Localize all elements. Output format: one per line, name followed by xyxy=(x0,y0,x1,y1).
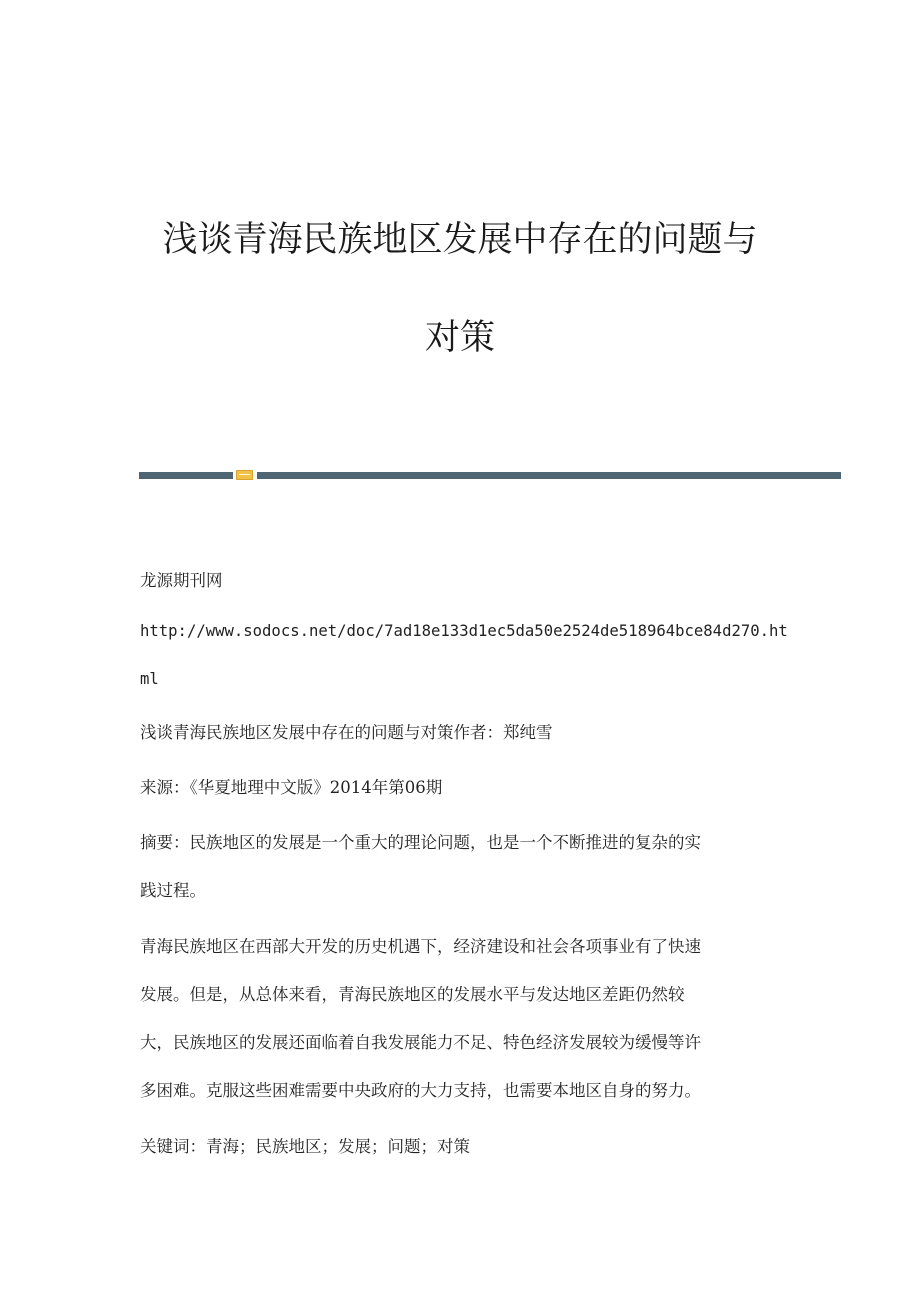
source-line: 来源：《华夏地理中文版》2014年第06期 xyxy=(140,778,443,797)
body-line-1: 青海民族地区在西部大开发的历史机遇下，经济建设和社会各项事业有了快速 xyxy=(140,937,701,956)
author-line: 浅谈青海民族地区发展中存在的问题与对策作者：郑纯雪 xyxy=(140,723,553,742)
divider-bar-right xyxy=(257,472,841,479)
body-line-2: 发展。但是，从总体来看，青海民族地区的发展水平与发达地区差距仍然较 xyxy=(140,985,685,1004)
abstract-line-2: 践过程。 xyxy=(140,881,206,900)
body-line-3: 大，民族地区的发展还面临着自我发展能力不足、特色经济发展较为缓慢等许 xyxy=(140,1033,701,1052)
keywords-line: 关键词：青海；民族地区；发展；问题；对策 xyxy=(140,1137,470,1156)
divider-badge-icon xyxy=(236,470,253,480)
body-line-4: 多困难。克服这些困难需要中央政府的大力支持，也需要本地区自身的努力。 xyxy=(140,1081,701,1100)
title-divider xyxy=(139,470,841,480)
source-site: 龙源期刊网 xyxy=(140,571,223,590)
document-url-line-1: http://www.sodocs.net/doc/7ad18e133d1ec5da50e2524de518964bce84d270.ht xyxy=(140,622,788,640)
document-title-line-1: 浅谈青海民族地区发展中存在的问题与 xyxy=(162,220,758,260)
document-url-line-2: ml xyxy=(140,670,159,688)
divider-bar-left xyxy=(139,472,233,479)
document-title-line-2: 对策 xyxy=(424,318,495,358)
abstract-line-1: 摘要：民族地区的发展是一个重大的理论问题，也是一个不断推进的复杂的实 xyxy=(140,833,701,852)
